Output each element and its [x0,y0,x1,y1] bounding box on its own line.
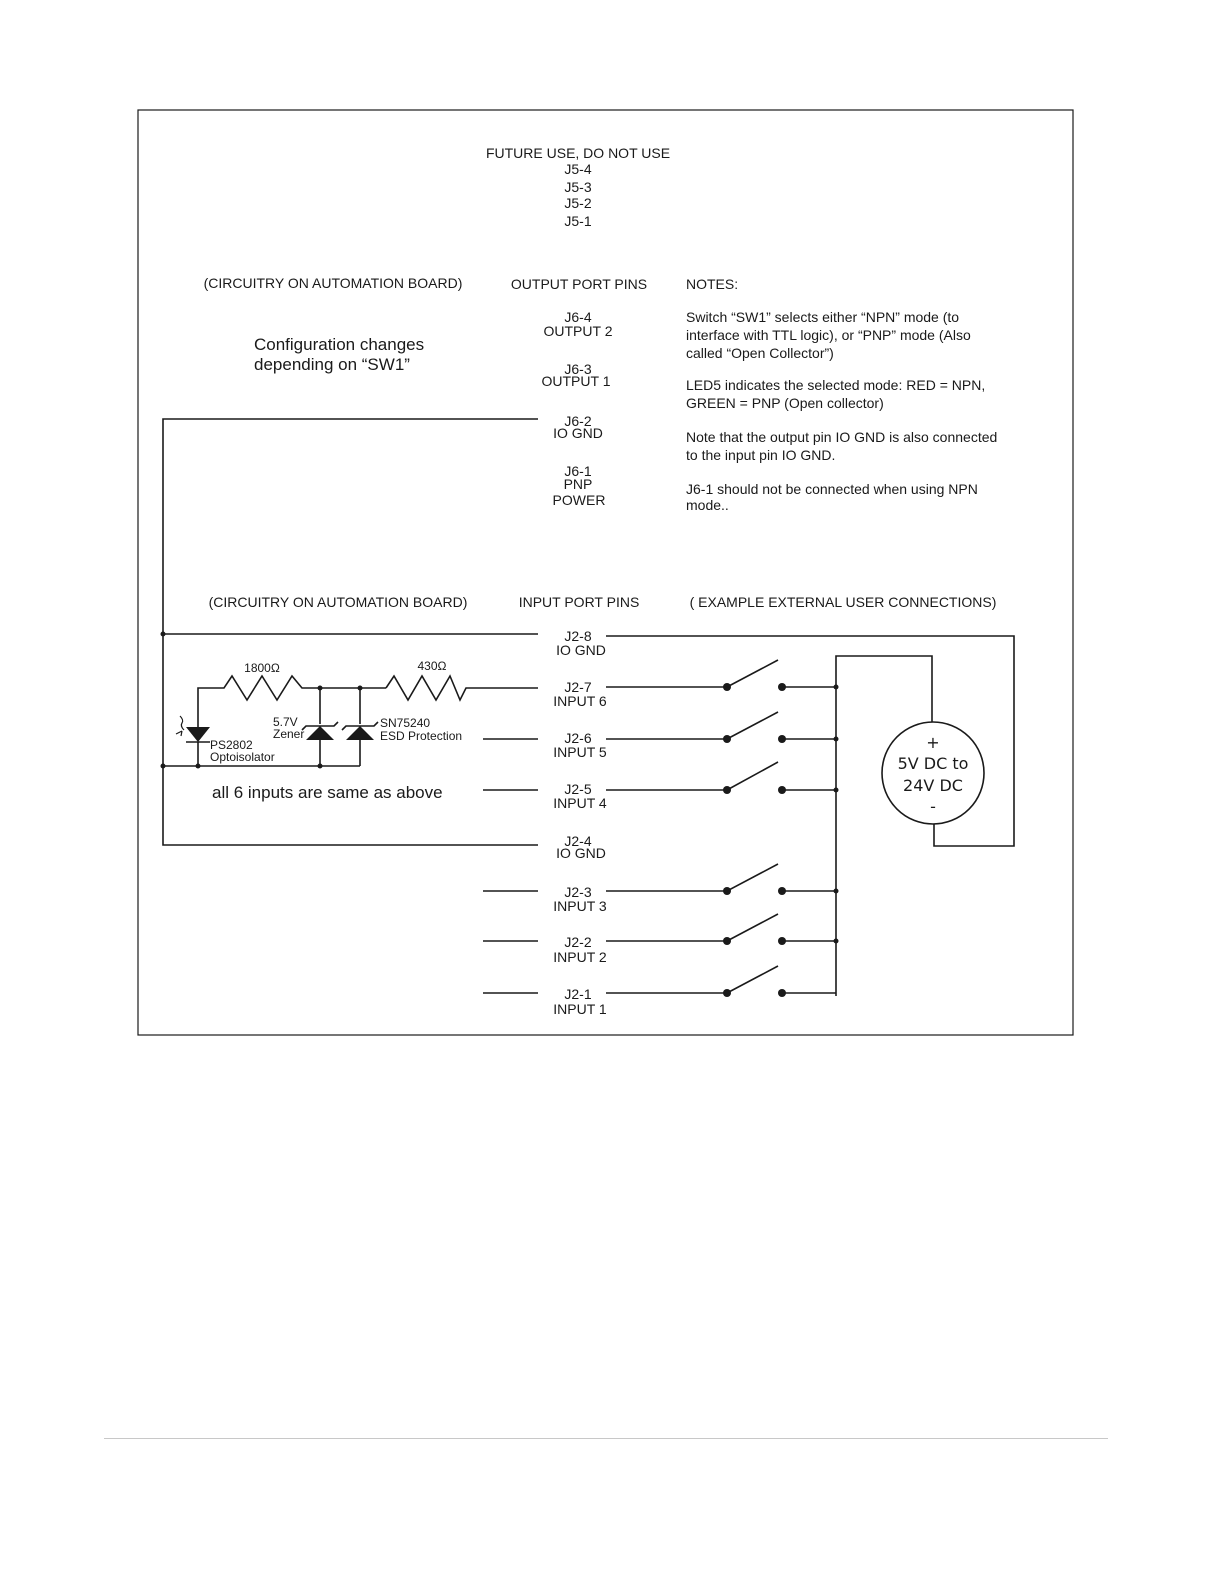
input-pin-j2-1: J2-1 [564,986,592,1002]
output-pin-j6-3: J6-3 [564,361,592,377]
input-pin-j2-3: J2-3 [564,884,592,900]
switch-input4-blade [727,762,778,790]
output-pin-j6-4-label: OUTPUT 2 [543,323,613,339]
resistor-1800 [198,676,320,727]
output-pin-j6-2-label: IO GND [553,425,603,441]
input-pin-j2-4-label: IO GND [556,845,606,861]
output-pin-j6-1: J6-1 [564,463,592,479]
external-switches [606,660,836,997]
zener-value-label: 5.7V [273,715,298,729]
rail-junction-dot [834,685,839,690]
zener-name-label: Zener [273,727,305,741]
note-3-line-1: Note that the output pin IO GND is also connected [686,429,998,445]
gnd-junction-dot [161,632,166,637]
psu-plus-label: + [926,733,940,752]
switch-input5-blade [727,712,778,739]
input-pin-j2-8: J2-8 [564,628,592,644]
resistor-1800-label: 1800Ω [244,661,280,675]
output-pin-j6-1-label-a: PNP [563,476,593,492]
input-pin-j2-5-label: INPUT 4 [553,795,607,811]
resistor-430-label: 430Ω [417,659,447,673]
rail-junction-dot [834,889,839,894]
switch-input2-blade [727,914,778,941]
config-note-line2: depending on “SW1” [254,355,410,374]
junction-dot [196,764,201,769]
light-emission-icon [176,716,184,736]
notes-block [686,309,997,513]
output-pins-header: OUTPUT PORT PINS [510,276,648,292]
opto-part-label: PS2802 [210,738,253,752]
input-pin-j2-7: J2-7 [564,679,592,695]
note-1-line-2: interface with TTL logic), or “PNP” mode (Also [686,327,971,343]
config-note-line1: Configuration changes [254,335,425,354]
note-4-line-1: J6-1 should not be connected when using NPN [686,481,978,497]
esd-desc-label: ESD Protection [380,729,463,743]
output-pin-j6-3-label: OUTPUT 1 [541,373,611,389]
same-inputs-note: all 6 inputs are same as above [212,783,443,802]
note-2-line-2: GREEN = PNP (Open collector) [686,395,884,411]
note-2-line-1: LED5 indicates the selected mode: RED = NPN, [686,377,986,393]
notes-header: NOTES: [686,276,739,292]
external-positive-rail [836,656,932,996]
note-1-line-1: Switch “SW1” selects either “NPN” mode (to [686,309,960,325]
input-pin-j2-8-label: IO GND [556,642,606,658]
external-connections-header: ( EXAMPLE EXTERNAL USER CONNECTIONS) [689,594,997,610]
input-circuitry-header: (CIRCUITRY ON AUTOMATION BOARD) [208,594,468,610]
switch-input6-blade [727,660,778,687]
junction-dot [161,764,166,769]
resistor-430 [386,676,538,700]
future-pin-j5-1: J5-1 [564,213,592,229]
future-pin-j5-3: J5-3 [564,179,592,195]
input-pin-j2-1-label: INPUT 1 [553,1001,607,1017]
note-1-line-3: called “Open Collector”) [686,345,834,361]
psu-voltage-line2: 24V DC [903,776,963,795]
note-3-line-2: to the input pin IO GND. [686,447,836,463]
rail-junction-dot [834,939,839,944]
future-pin-j5-2: J5-2 [564,195,592,211]
output-circuitry-header: (CIRCUITRY ON AUTOMATION BOARD) [203,275,463,291]
output-pin-j6-4: J6-4 [564,309,592,325]
input-circuit [161,659,539,802]
output-pin-j6-2: J6-2 [564,413,592,429]
psu-minus-label: - [930,797,936,816]
input-pin-j2-4: J2-4 [564,833,592,849]
junction-dot [318,764,323,769]
footer-divider [104,1438,1108,1439]
diagram-frame [138,110,1073,1035]
note-4-line-2: mode.. [686,497,729,513]
output-io-gnd-wire [163,419,538,845]
input-pin-j2-6: J2-6 [564,730,592,746]
input-pins [553,628,607,1017]
input-pins-header: INPUT PORT PINS [518,594,640,610]
optoisolator-led-icon [186,727,210,742]
psu-voltage-line1: 5V DC to [897,754,969,773]
future-use-title: FUTURE USE, DO NOT USE [485,145,671,161]
input-pin-j2-2: J2-2 [564,934,592,950]
esd-diode-icon [346,726,374,740]
rail-junction-dot [834,788,839,793]
zener-diode-icon [306,726,334,740]
rail-junction-dot [834,737,839,742]
future-pin-j5-4: J5-4 [564,161,592,177]
opto-desc-label: Optoisolator [210,750,275,764]
esd-part-label: SN75240 [380,716,431,730]
output-pin-j6-1-label-b: POWER [552,492,606,508]
input-pin-j2-3-label: INPUT 3 [553,898,607,914]
input-pin-j2-5: J2-5 [564,781,592,797]
switch-input3-blade [727,864,778,891]
input-pin-j2-2-label: INPUT 2 [553,949,607,965]
switch-input1-blade [727,966,778,993]
input-pin-j2-7-label: INPUT 6 [553,693,607,709]
input-pin-j2-6-label: INPUT 5 [553,744,607,760]
